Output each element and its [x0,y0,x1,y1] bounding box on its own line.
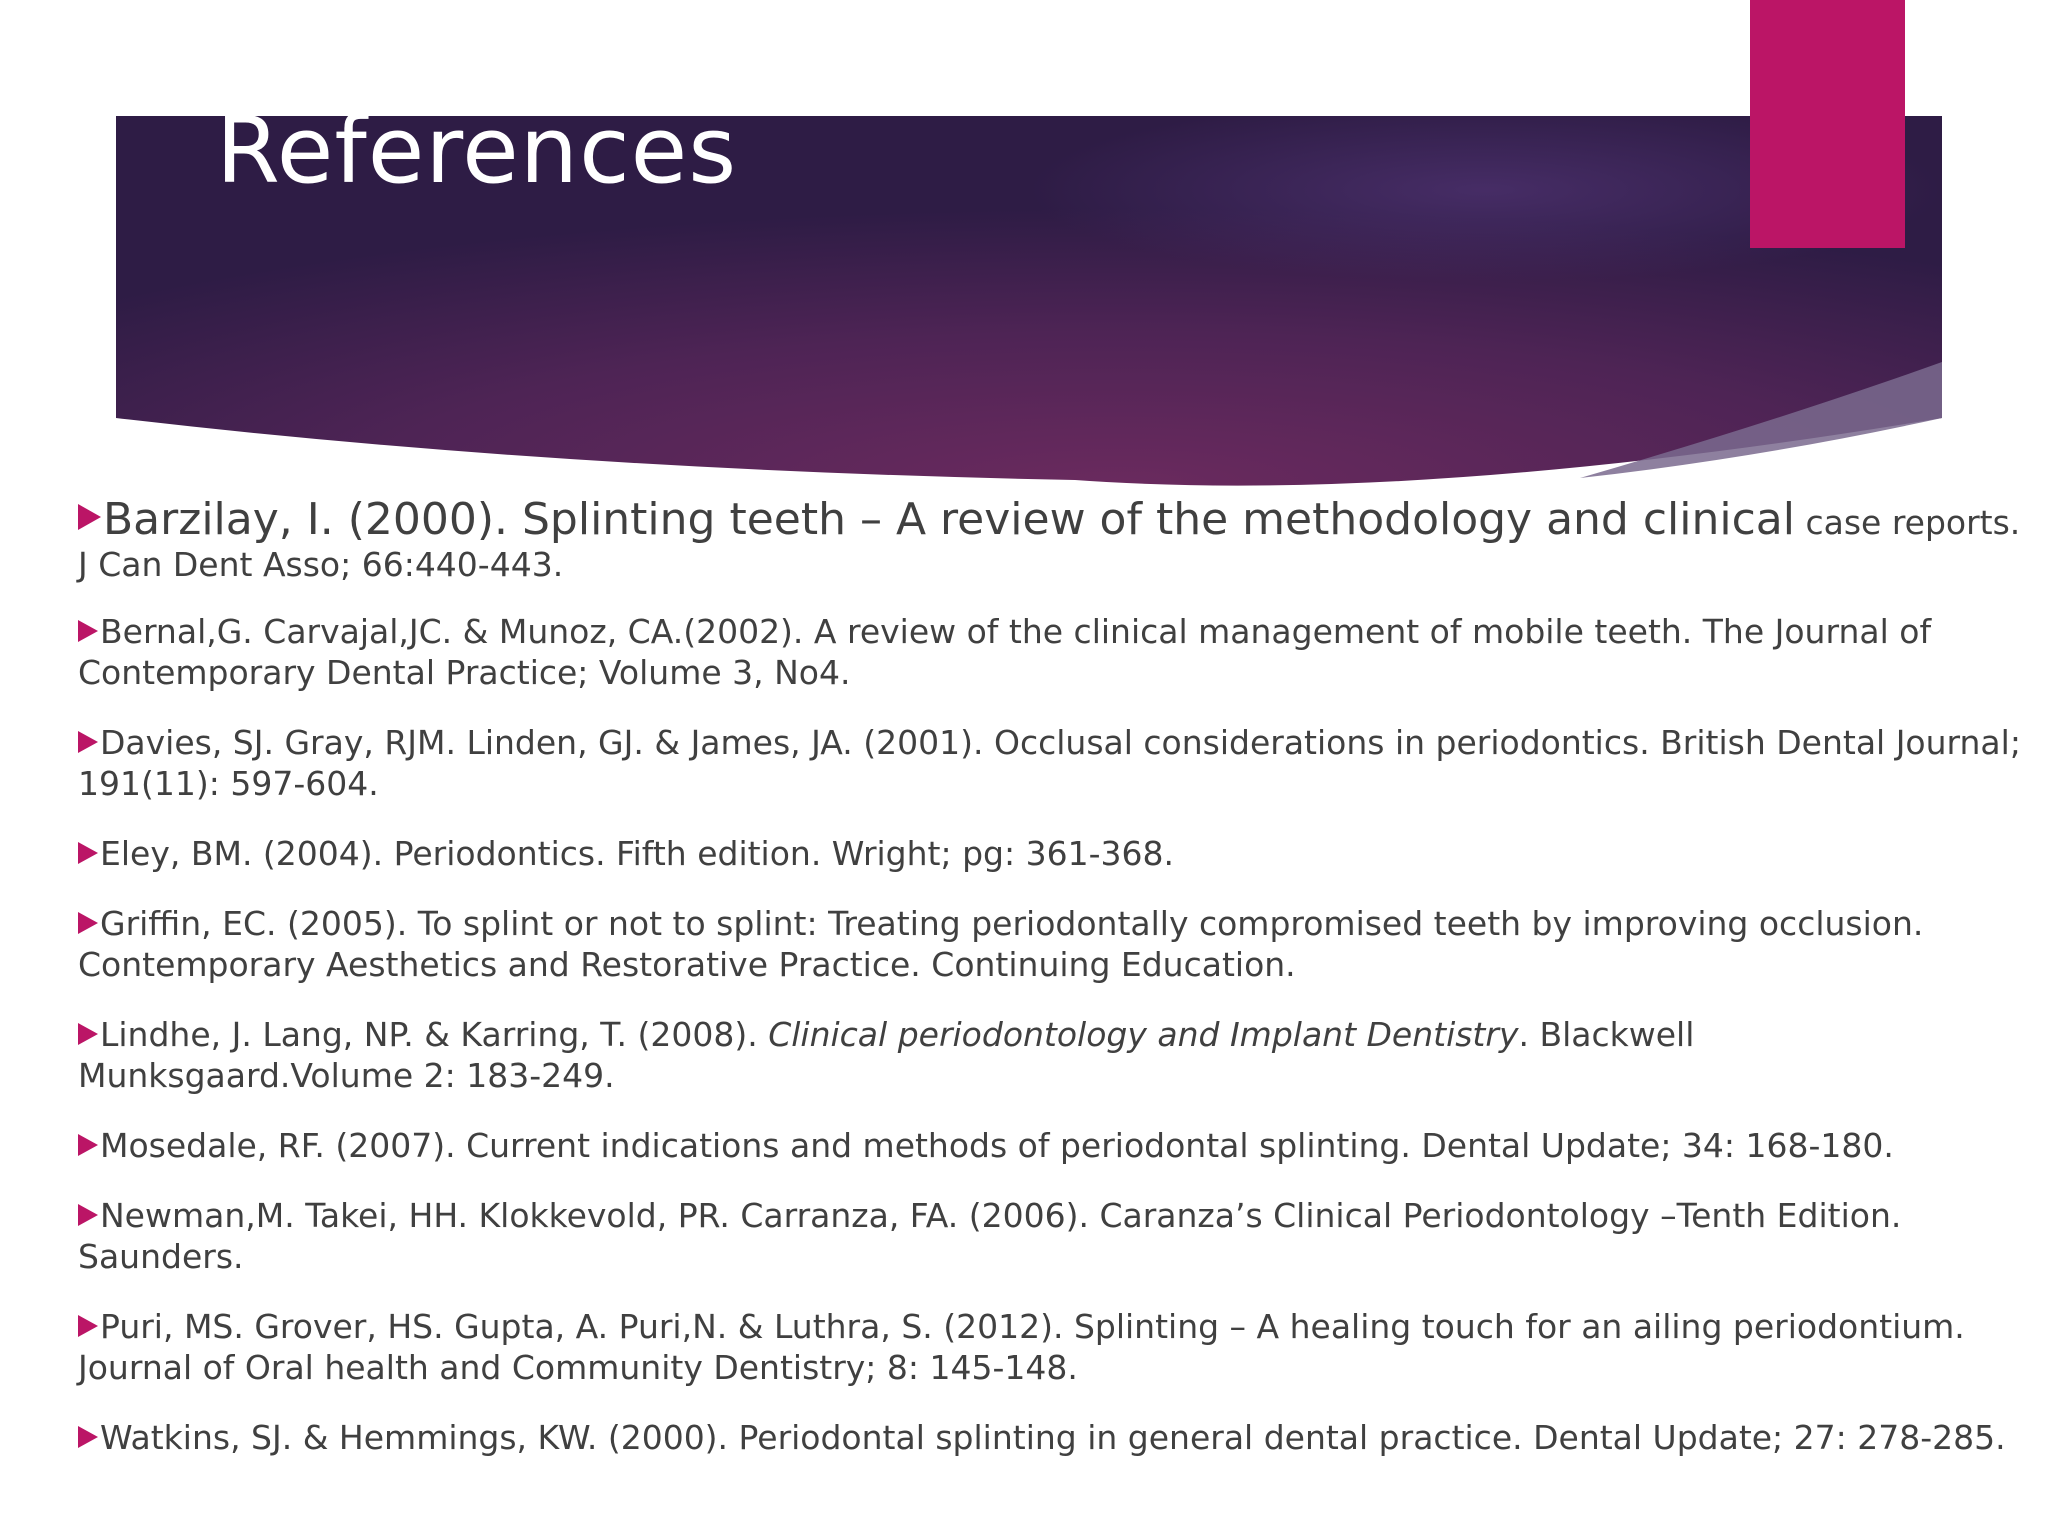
triangle-right-icon [78,1315,98,1337]
triangle-right-icon [78,504,101,530]
triangle-right-icon [78,912,98,934]
title-banner [0,0,2048,520]
book-title: Clinical periodontology and Implant Dentistry [768,1015,1519,1054]
reference-item: Davies, SJ. Gray, RJM. Linden, GJ. & James, JA. (2001). Occlusal considerations in periodontics. British Dental Journal; 191(11): 597-604. [78,723,2021,803]
reference-item: Bernal,G. Carvajal,JC. & Munoz, CA.(2002). A review of the clinical management of mobile teeth. The Journal of Contemporary Dental Practice; Volume 3, No4. [78,612,1932,692]
triangle-right-icon [78,620,98,642]
reference-item: Puri, MS. Grover, HS. Gupta, A. Puri,N. & Luthra, S. (2012). Splinting – A healing touch for an ailing periodontium. Journal of Oral health and Community Dentistry; 8: 145-148. [78,1307,1965,1387]
slide-title: References [216,97,738,204]
reference-list [78,496,2036,1487]
reference-item: Griffin, EC. (2005). To splint or not to splint: Treating periodontally compromised teeth by improving occlusion. Contemporary Aesthetics and Restorative Practice. Continuing Education. [78,904,1924,984]
triangle-right-icon [78,731,98,753]
triangle-right-icon [78,1204,98,1226]
accent-tab [1750,0,1905,248]
reference-item: Lindhe, J. Lang, NP. & Karring, T. (2008). Clinical periodontology and Implant Dentistry. Blackwell Munksgaard.Volume 2: 183-249. [78,1015,1695,1095]
reference-item: Barzilay, I. (2000). Splinting teeth – A review of the methodology and clinical case reports. J Can Dent Asso; 66:440-443. [78,494,2021,584]
reference-item: Eley, BM. (2004). Periodontics. Fifth edition. Wright; pg: 361-368. [78,833,2036,874]
triangle-right-icon [78,842,98,864]
triangle-right-icon [78,1023,98,1045]
reference-item: Newman,M. Takei, HH. Klokkevold, PR. Carranza, FA. (2006). Caranza’s Clinical Periodontology –Tenth Edition. Saunders. [78,1196,1902,1276]
reference-item: Mosedale, RF. (2007). Current indications and methods of periodontal splinting. Dental Update; 34: 168-180. [78,1125,2036,1166]
triangle-right-icon [78,1426,98,1448]
reference-item: Watkins, SJ. & Hemmings, KW. (2000). Periodontal splinting in general dental practice. Dental Update; 27: 278-285. [78,1417,2036,1458]
triangle-right-icon [78,1134,98,1156]
